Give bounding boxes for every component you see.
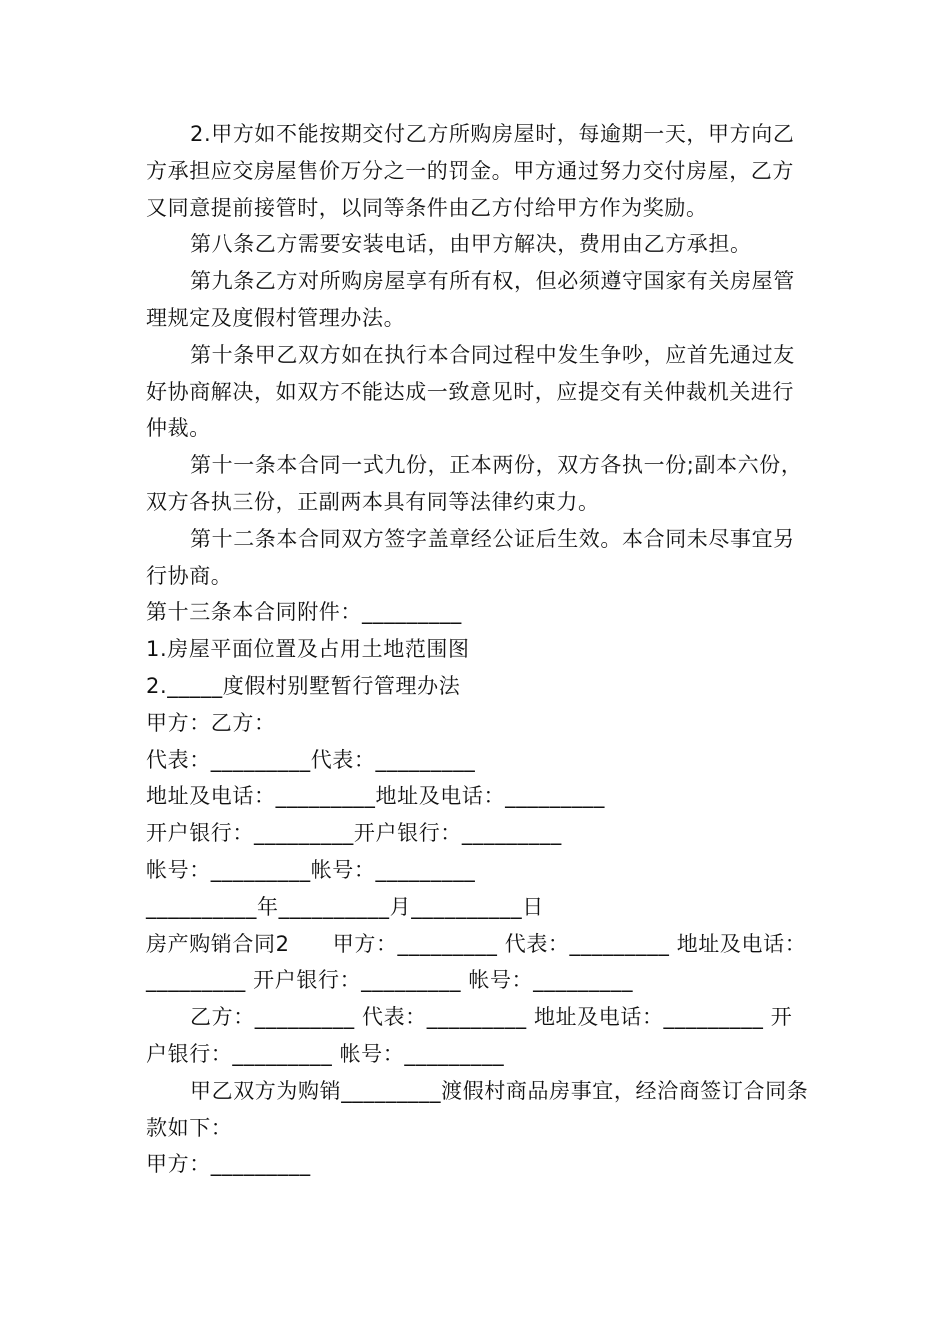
document-body (146, 116, 810, 1183)
signature-addresses: 地址及电话：_________地址及电话：_________ (146, 784, 605, 809)
signature-banks: 开户银行：_________开户银行：_________ (146, 821, 562, 846)
contract-2-party-a: 房产购销合同2 甲方：_________ 代表：_________ 地址及电话：_________ 开户银行：_________ 帐号：_________ (146, 931, 807, 993)
attachment-item-2: 2._____度假村别墅暂行管理办法 (146, 673, 461, 698)
paragraph-article-10: 第十条甲乙双方如在执行本合同过程中发生争吵，应首先通过友好协商解决，如双方不能达成一致意见时，应提交有关仲裁机关进行仲裁。 (146, 342, 795, 441)
attachment-item-1: 1.房屋平面位置及占用土地范围图 (146, 637, 470, 662)
paragraph-article-13: 第十三条本合同附件：_________ (146, 600, 462, 625)
contract-2-preamble: 甲乙双方为购销_________渡假村商品房事宜，经洽商签订合同条款如下： (146, 1078, 809, 1140)
signature-representatives: 代表：_________代表：_________ (146, 747, 476, 772)
paragraph-article-12: 第十二条本合同双方签字盖章经公证后生效。本合同未尽事宜另行协商。 (146, 526, 795, 588)
contract-2-party-a-field: 甲方：_________ (146, 1152, 311, 1177)
signature-accounts: 帐号：_________帐号：_________ (146, 857, 476, 882)
signature-parties: 甲方：乙方： (146, 710, 276, 735)
paragraph-article-9: 第九条乙方对所购房屋享有所有权，但必须遵守国家有关房屋管理规定及度假村管理办法。 (146, 269, 795, 330)
paragraph-delivery-penalty: 2.甲方如不能按期交付乙方所购房屋时，每逾期一天，甲方向乙方承担应交房屋售价万分之一的罚金。甲方通过努力交付房屋，乙方又同意提前接管时，以同等条件由乙方付给甲方作为奖励。 (146, 122, 795, 220)
paragraph-article-11: 第十一条本合同一式九份，正本两份，双方各执一份;副本六份，双方各执三份，正副两本具有同等法律约束力。 (146, 453, 803, 514)
signature-date: __________年__________月__________日 (146, 894, 544, 919)
paragraph-article-8: 第八条乙方需要安装电话，由甲方解决，费用由乙方承担。 (190, 232, 752, 257)
contract-2-party-b: 乙方：_________ 代表：_________ 地址及电话：_________ 开户银行：_________ 帐号：_________ (146, 1005, 793, 1066)
